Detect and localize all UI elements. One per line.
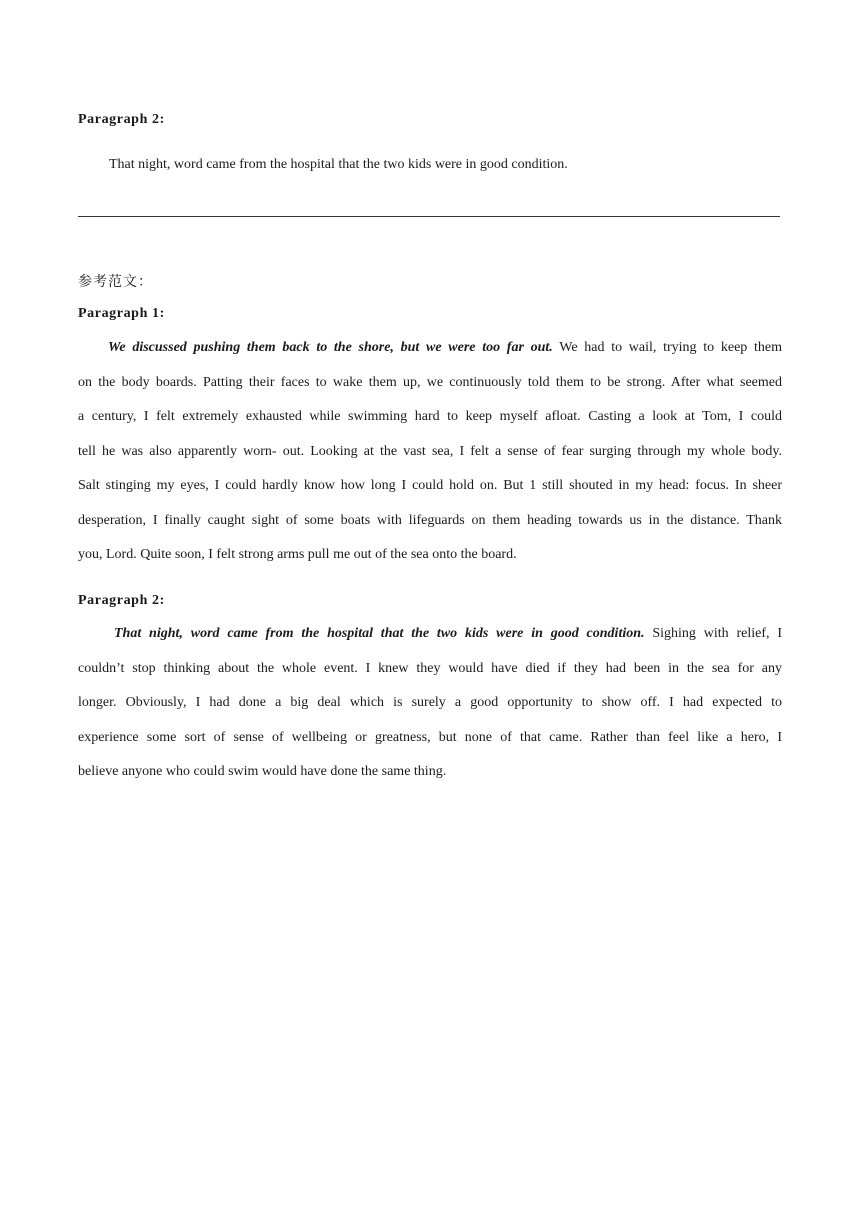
paragraph-2-line-5: believe anyone who could swim would have done the same thing. [78,764,447,779]
paragraph-2-heading: Paragraph 2: [78,593,165,608]
paragraph-1-heading: Paragraph 1: [78,306,165,321]
paragraph-1-line-6: desperation, I finally caught sight of some boats with lifeguards on them heading towards us in the distance. Thank [78,513,782,528]
paragraph-2-line-4: experience some sort of sense of wellbeing or greatness, but none of that came. Rather than feel like a hero, I [78,730,782,745]
paragraph-2-line-3: longer. Obviously, I had done a big deal which is surely a good opportunity to show off. I had expected to [78,695,782,710]
paragraph-1-line-4: tell he was also apparently worn- out. Looking at the vast sea, I felt a sense of fear surging through my whole body. [78,444,782,459]
paragraph-1-text: We had to wail, trying to keep them [552,340,782,355]
paragraph-1-line-7: you, Lord. Quite soon, I felt strong arms pull me out of the sea onto the board. [78,547,517,562]
prompt-heading: Paragraph 2: [78,112,165,127]
sample-essay-label: 参考范文： [78,274,153,290]
paragraph-2-text: Sighing with relief, I [644,626,782,641]
answer-blank-line [78,216,780,217]
paragraph-2-line-2: couldn’t stop thinking about the whole event. I knew they would have died if they had been in the sea for any [78,661,782,676]
paragraph-2-lead: That night, word came from the hospital that the two kids were in good condition. [114,626,645,641]
paragraph-1-line-5: Salt stinging my eyes, I could hardly know how long I could hold on. But 1 still shouted in my head: focus. In sheer [78,478,782,493]
paragraph-1-lead: We discussed pushing them back to the shore, but we were too far out. [108,340,553,355]
paragraph-1-line-3: a century, I felt extremely exhausted while swimming hard to keep myself afloat. Casting a look at Tom, I could [78,409,782,424]
paragraph-2-line-1 [78,617,782,652]
paragraph-1-line-2: on the body boards. Patting their faces to wake them up, we continuously told them to be strong. After what seemed [78,375,782,390]
prompt-first-line: That night, word came from the hospital that the two kids were in good condition. [109,157,568,172]
paragraph-1-line-1 [78,331,782,366]
